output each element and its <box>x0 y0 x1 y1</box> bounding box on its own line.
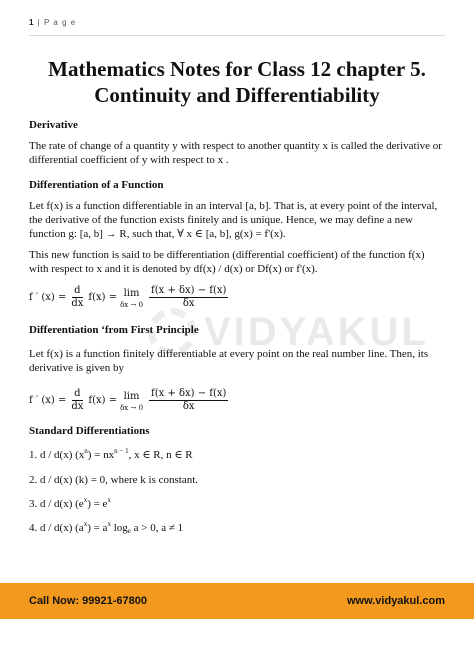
diff-function-text-2: This new function is said to be differentiation (differential coefficient) of the function f(x) with respect to x and it is denoted by df(x) / d(x) or Df(x) or f'(x). <box>29 249 425 275</box>
heading-standard: Standard Differentiations <box>29 425 150 437</box>
watermark-text: VIDYAKUL <box>204 309 429 354</box>
footer-bar <box>0 583 474 619</box>
diff-function-text-1: Let f(x) is a function differentiable in an interval [a, b]. That is, at every point of the interval, the derivative of the function exists finitely and is unique. Hence, we may define a new function g: [a, b] → R, such that, ∀ x ∈ [a, b], g(x) = f'(x). <box>29 200 438 240</box>
standard-item-3: 3. d / d(x) $(e^x) = e^x$ <box>29 496 111 510</box>
first-principle-text: Let f(x) is a function finitely differentiable at every point on the real number line. Then, its derivative is given by <box>29 348 429 374</box>
standard-item-2: 2. d / d(x) (k) = 0, where k is constant. <box>29 474 199 486</box>
heading-derivative: Derivative <box>29 119 78 131</box>
standard-item-1: 1. d / d(x) $(x^n) = nx^{n - 1}$, x ∈ R, n ∈ R <box>29 447 193 461</box>
standard-item-4: 4. d / d(x) $(a^x) = a^x$ $\log_e a > 0$, a ≠ 1 <box>29 520 184 535</box>
derivative-formula-2: f ′ (x) = $\frac{d}{dx}$ f(x) = lim δx → 0 $\frac{f(x + \delta x) - f(x)}{\delta x}$ <box>29 388 227 412</box>
derivative-text: The rate of change of a quantity y with respect to another quantity x is called the derivative or differential coefficient of y with respect to x . <box>29 140 442 166</box>
call-now-text: Call Now: 99921-67800 <box>29 595 148 607</box>
page-title <box>20 56 454 108</box>
title-line-2: Continuity and Differentiability <box>94 83 380 107</box>
heading-first-principle: Differentiation ‘from First Principle <box>29 324 199 336</box>
page-number: 1 | P a g e <box>29 18 77 27</box>
derivative-formula-1: f ′ (x) = $\frac{d}{dx}$ f(x) = lim δx → 0 $\frac{f(x + \delta x) - f(x)}{\delta x}$ <box>29 285 227 309</box>
heading-diff-function: Differentiation of a Function <box>29 179 164 191</box>
header-rule <box>29 35 445 36</box>
title-line-1: Mathematics Notes for Class 12 chapter 5. <box>48 57 426 81</box>
website-link[interactable]: www.vidyakul.com <box>346 595 445 607</box>
